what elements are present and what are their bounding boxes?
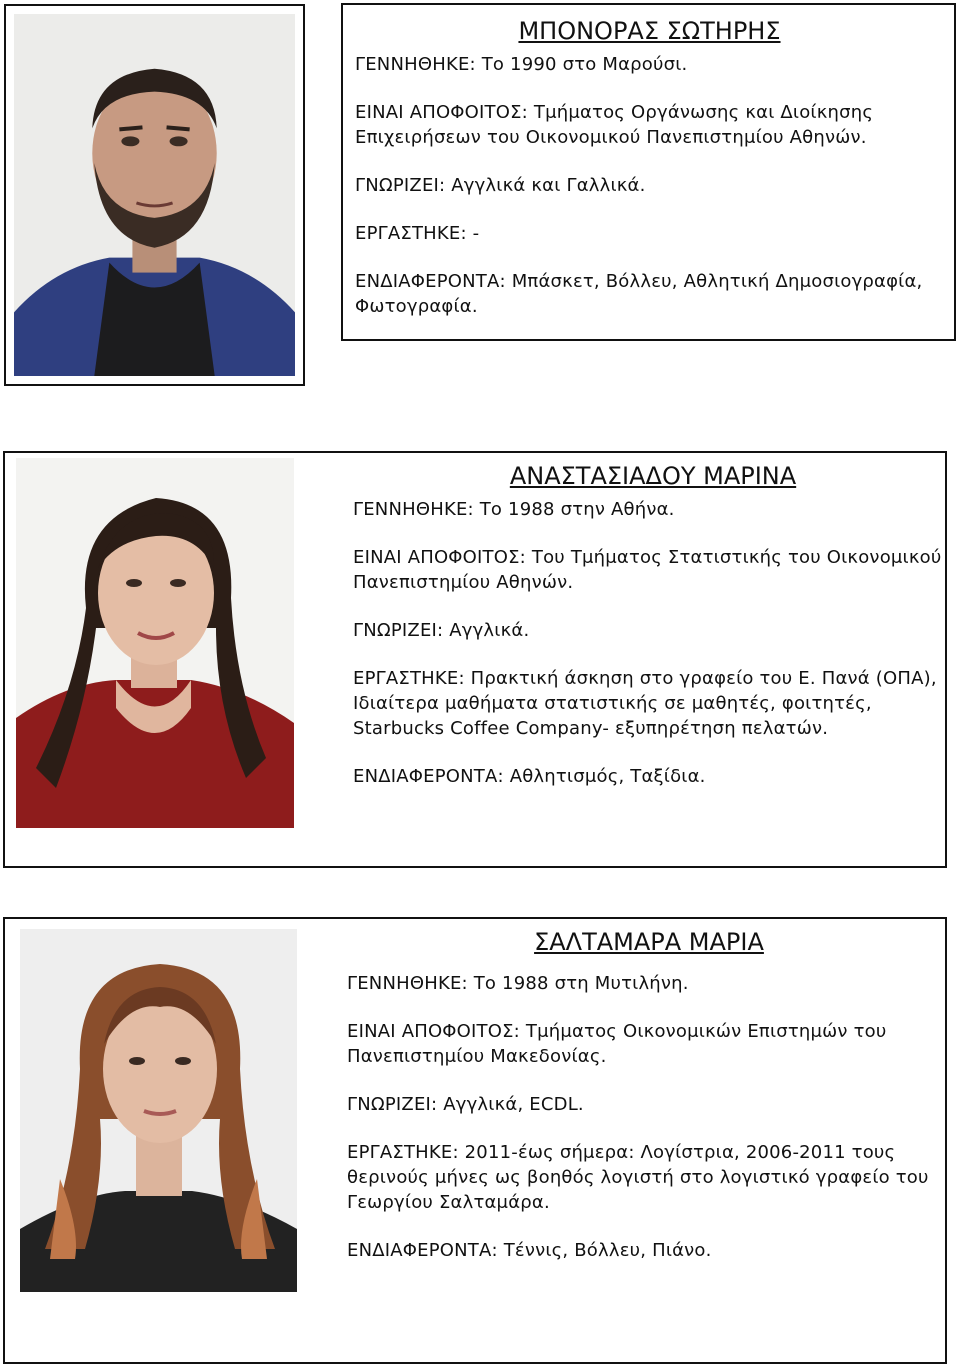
interests-label: ΕΝΔΙΑΦΕΡΟΝΤΑ:: [353, 766, 504, 787]
portrait-photo-man: [14, 14, 295, 376]
work-label: ΕΡΓΑΣΤΗΚΕ:: [355, 223, 467, 244]
photo-frame-1: [4, 4, 305, 386]
person-name: ΣΑΛΤΑΜΑΡΑ ΜΑΡΙΑ: [534, 928, 764, 956]
work-value: -: [472, 223, 480, 244]
birth-info: ΓΕΝΝΗΘΗΚΕ: Το 1988 στην Αθήνα.: [353, 499, 675, 520]
work-info: [355, 221, 944, 246]
photo-3: [20, 929, 297, 1292]
birth-info: ΓΕΝΝΗΘΗΚΕ: Το 1990 στο Μαρούσι.: [355, 54, 688, 75]
graduate-info: [347, 1019, 951, 1069]
person-name: ΑΝΑΣΤΑΣΙΑΔΟΥ ΜΑΡΙΝΑ: [509, 462, 797, 490]
portrait-photo-woman-2: [20, 929, 297, 1292]
languages-info: [355, 173, 944, 198]
work-info: [353, 666, 953, 741]
profile-text-3: [335, 927, 960, 1286]
graduate-label: ΕΙΝΑΙ ΑΠΟΦΟΙΤΟΣ:: [347, 1021, 520, 1042]
languages-value: Αγγλικά.: [449, 620, 530, 641]
profile-card-1: [341, 3, 956, 341]
profile-text-2: [341, 461, 960, 812]
work-value: 2011-έως σήμερα: Λογίστρια, 2006-2011 τους θερινούς μήνες ως βοηθός λογιστή στο λογιστικό γραφείο του Γεωργίου Σαλταμάρα.: [347, 1142, 929, 1213]
graduate-value: Τμήματος Οικονομικών Επιστημών του Πανεπιστημίου Μακεδονίας.: [347, 1021, 887, 1067]
photo-2: [16, 458, 294, 828]
interests-info: [353, 764, 953, 789]
interests-label: ΕΝΔΙΑΦΕΡΟΝΤΑ:: [347, 1240, 498, 1261]
interests-label: ΕΝΔΙΑΦΕΡΟΝΤΑ:: [355, 271, 506, 292]
languages-label: ΓΝΩΡΙΖΕΙ:: [355, 175, 446, 196]
work-label: ΕΡΓΑΣΤΗΚΕ:: [347, 1142, 459, 1163]
languages-value: Αγγλικά, ECDL.: [443, 1094, 584, 1115]
birth-info: ΓΕΝΝΗΘΗΚΕ: Το 1988 στη Μυτιλήνη.: [347, 973, 689, 994]
interests-value: Μπάσκετ, Βόλλευ, Αθλητική Δημοσιογραφία, Φωτογραφία.: [355, 271, 923, 317]
work-label: ΕΡΓΑΣΤΗΚΕ:: [353, 668, 465, 689]
languages-info: [353, 618, 953, 643]
graduate-info: [355, 100, 944, 150]
work-info: [347, 1140, 951, 1215]
interests-value: Τέννις, Βόλλευ, Πιάνο.: [503, 1240, 712, 1261]
interests-info: [347, 1238, 951, 1263]
languages-label: ΓΝΩΡΙΖΕΙ:: [347, 1094, 438, 1115]
languages-label: ΓΝΩΡΙΖΕΙ:: [353, 620, 444, 641]
graduate-info: [353, 545, 953, 595]
graduate-label: ΕΙΝΑΙ ΑΠΟΦΟΙΤΟΣ:: [355, 102, 528, 123]
person-name: ΜΠΟΝΟΡΑΣ ΣΩΤΗΡΗΣ: [518, 17, 781, 45]
interests-info: [355, 269, 944, 319]
graduate-label: ΕΙΝΑΙ ΑΠΟΦΟΙΤΟΣ:: [353, 547, 526, 568]
languages-value: Αγγλικά και Γαλλικά.: [451, 175, 646, 196]
portrait-photo-woman-1: [16, 458, 294, 828]
work-value: Πρακτική άσκηση στο γραφείο του Ε. Πανά (ΟΠΑ), Ιδιαίτερα μαθήματα στατιστικής σε μαθητές, φοιτητές, Starbucks Coffee Company- εξυπηρέτηση πελατών.: [353, 668, 937, 739]
graduate-value: Τμήματος Οργάνωσης και Διοίκησης Επιχειρήσεων του Οικονομικού Πανεπιστημίου Αθηνών.: [355, 102, 874, 148]
graduate-value: Του Τμήματος Στατιστικής του Οικονομικού Πανεπιστημίου Αθηνών.: [353, 547, 942, 593]
interests-value: Αθλητισμός, Ταξίδια.: [509, 766, 706, 787]
languages-info: [347, 1092, 951, 1117]
